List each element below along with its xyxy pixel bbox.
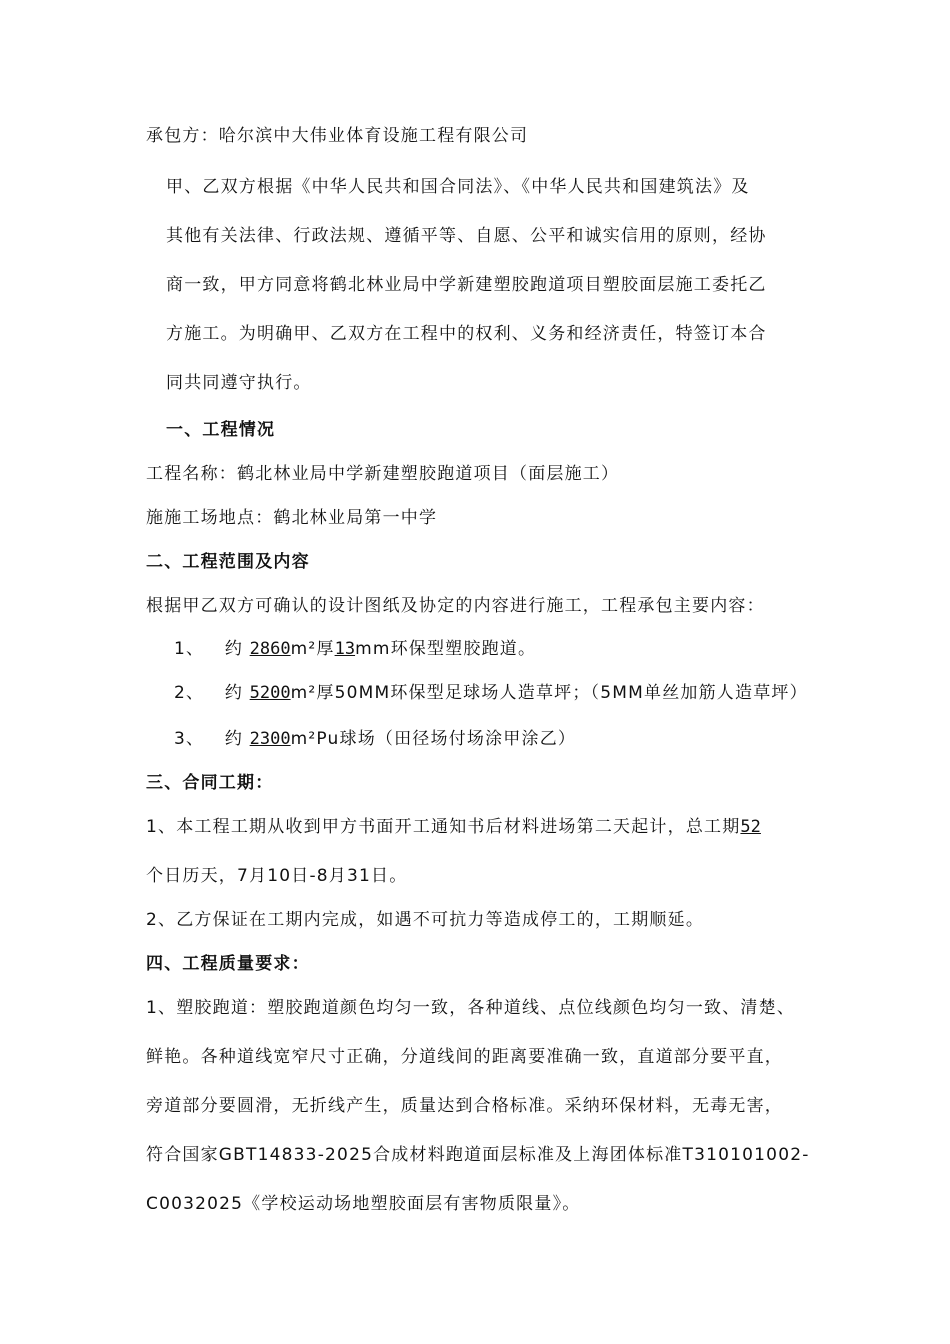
scope-intro: 根据甲乙双方可确认的设计图纸及协定的内容进行施工，工程承包主要内容： [146, 596, 765, 616]
item-area: 2860 [249, 639, 291, 659]
schedule-line-1 [146, 815, 761, 839]
section-2-heading: 二、工程范围及内容 [146, 552, 310, 572]
item-unit: m² [290, 683, 317, 703]
item-unit: m² [290, 729, 317, 749]
quality-line-5: C0032025《学校运动场地塑胶面层有害物质限量》。 [146, 1194, 581, 1214]
section-4-heading: 四、工程质量要求： [146, 954, 310, 974]
scope-item-3 [174, 727, 576, 751]
section-3-heading: 三、合同工期： [146, 773, 274, 793]
item-area: 2300 [249, 729, 291, 749]
item-mid: 厚 [316, 639, 335, 659]
item-number: 1、 [174, 639, 205, 659]
item-prefix: 约 [224, 639, 244, 659]
quality-line-1: 1、塑胶跑道：塑胶跑道颜色均匀一致，各种道线、点位线颜色均匀一致、清楚、 [146, 998, 796, 1018]
item-unit: m² [290, 639, 317, 659]
item-number: 2、 [174, 683, 205, 703]
section-1-heading: 一、工程情况 [166, 420, 276, 440]
item-prefix: 约 [224, 683, 244, 703]
project-name: 工程名称：鹤北林业局中学新建塑胶跑道项目（面层施工） [146, 464, 620, 484]
contractor-line: 承包方：哈尔滨中大伟业体育设施工程有限公司 [146, 126, 529, 146]
schedule-days: 52 [740, 817, 761, 837]
item-mid: Pu球场（田径场付场涂甲涂乙） [316, 729, 577, 749]
project-site: 施施工场地点：鹤北林业局第一中学 [146, 508, 438, 528]
intro-line-3: 商一致，甲方同意将鹤北林业局中学新建塑胶跑道项目塑胶面层施工委托乙 [166, 275, 767, 295]
quality-line-2: 鲜艳。各种道线宽窄尺寸正确，分道线间的距离要准确一致，直道部分要平直， [146, 1047, 783, 1067]
intro-line-2: 其他有关法律、行政法规、遵循平等、自愿、公平和诚实信用的原则，经协 [166, 226, 767, 246]
intro-line-4: 方施工。为明确甲、乙双方在工程中的权利、义务和经济责任，特签订本合 [166, 324, 767, 344]
intro-line-5: 同共同遵守执行。 [166, 373, 312, 393]
scope-item-2 [174, 681, 808, 705]
scope-item-1 [174, 637, 536, 661]
quality-line-3: 旁道部分要圆滑，无折线产生，质量达到合格标准。采纳环保材料，无毒无害， [146, 1096, 783, 1116]
schedule-line-2: 个日历天，7月10日-8月31日。 [146, 866, 408, 886]
intro-line-1: 甲、乙双方根据《中华人民共和国合同法》、《中华人民共和国建筑法》及 [166, 177, 750, 197]
item-area: 5200 [249, 683, 291, 703]
item-post: mm环保型塑胶跑道。 [355, 639, 537, 659]
item-number: 3、 [174, 729, 205, 749]
item-prefix: 约 [224, 729, 244, 749]
item-thickness: 13 [334, 639, 356, 659]
schedule-line-3: 2、乙方保证在工期内完成，如遇不可抗力等造成停工的，工期顺延。 [146, 910, 705, 930]
quality-line-4: 符合国家GBT14833-2025合成材料跑道面层标准及上海团体标准T310101002- [146, 1145, 810, 1165]
schedule-text: 1、本工程工期从收到甲方书面开工通知书后材料进场第二天起计，总工期 [146, 817, 741, 837]
item-mid: 厚50MM环保型足球场人造草坪；（5MM单丝加筋人造草坪） [316, 683, 808, 703]
